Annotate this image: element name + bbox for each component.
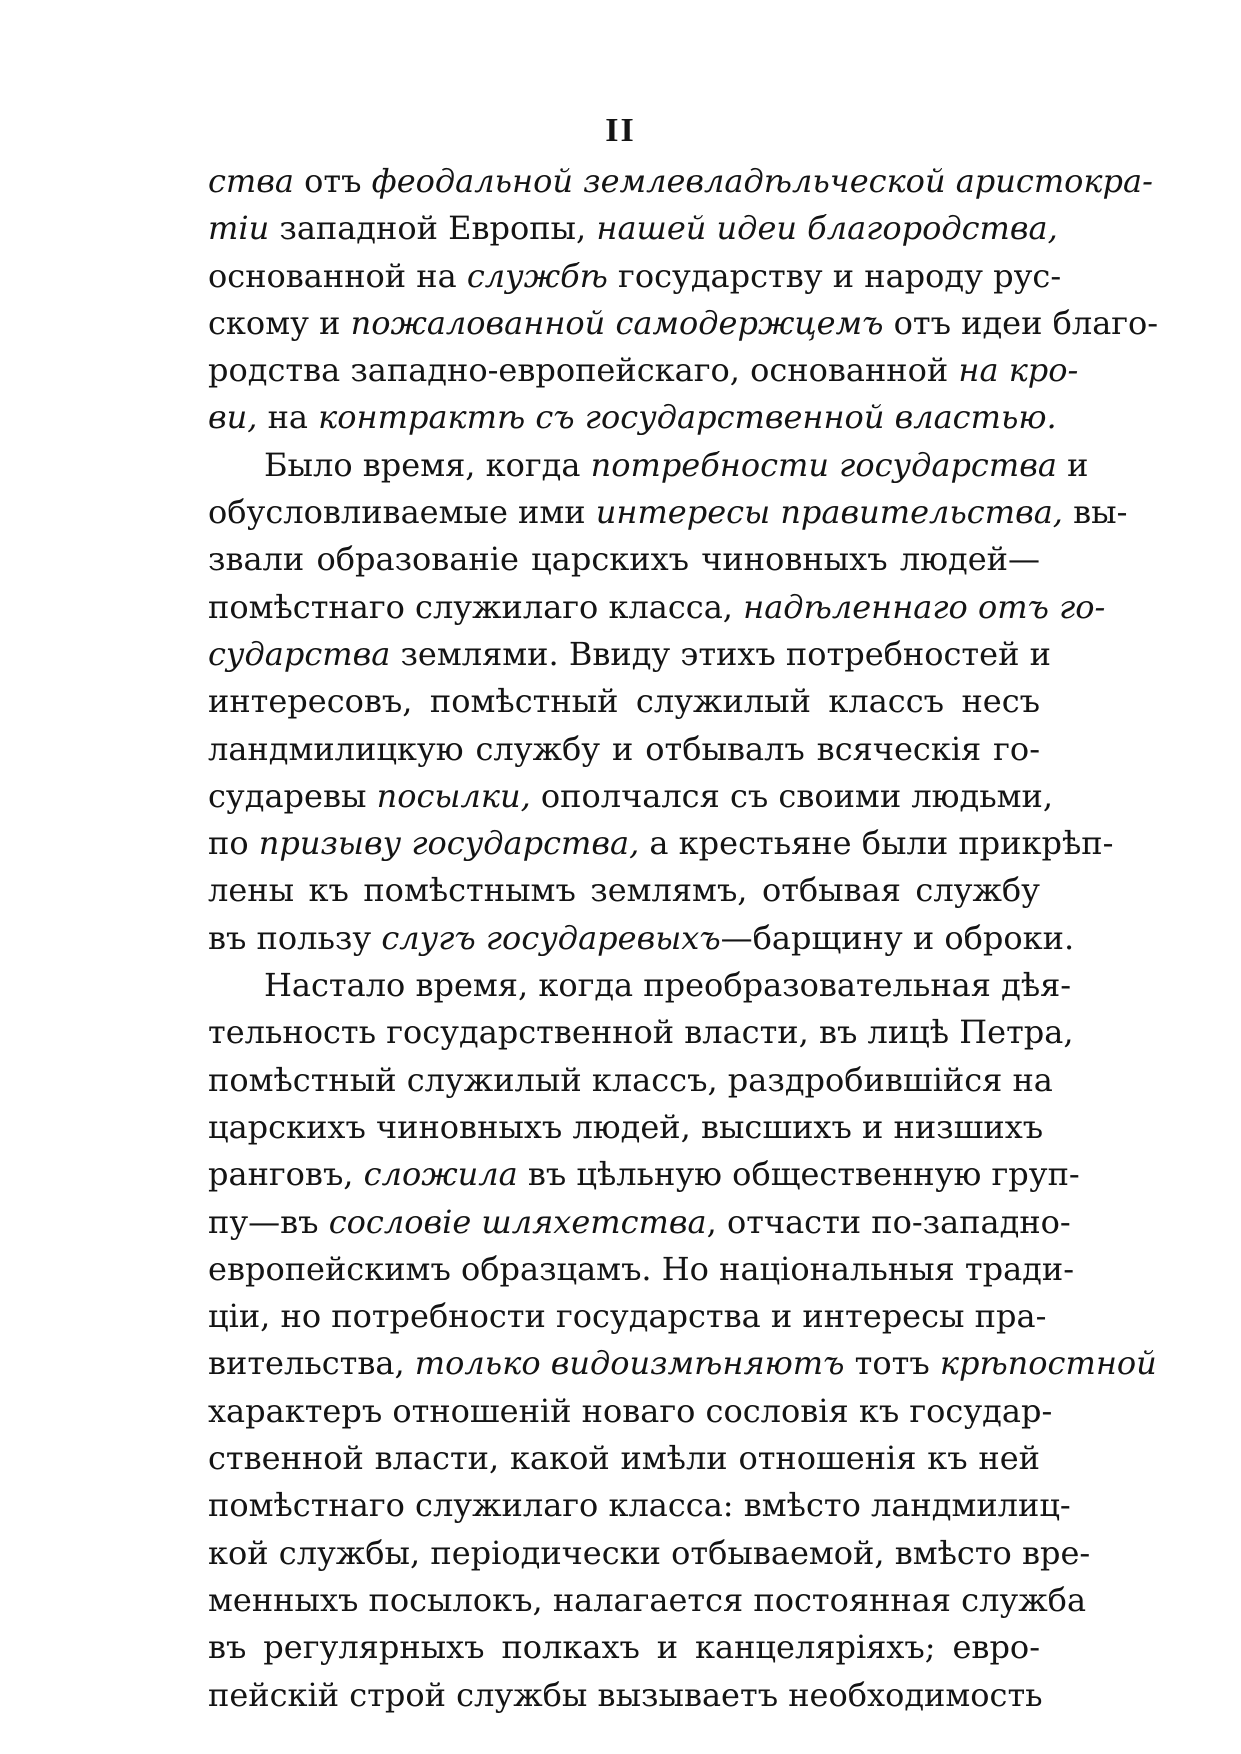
italic-text: службѣ (466, 256, 608, 295)
text-line (208, 1435, 1040, 1482)
text-line (208, 1624, 1040, 1671)
italic-text: феодальной землевладѣльческой аристокра- (371, 162, 1153, 200)
text-line (208, 773, 1054, 820)
italic-text: сударства (208, 634, 391, 673)
text-segment: помѣстный служилый классъ, раздробившійся на (208, 1060, 1053, 1099)
text-line (208, 1672, 1043, 1719)
text-line (208, 1057, 1053, 1104)
text-line (208, 1340, 1157, 1387)
text-segment: ранговъ, (208, 1155, 364, 1194)
text-line (208, 915, 1075, 962)
text-line (208, 678, 1040, 725)
text-line (208, 1104, 1044, 1151)
italic-text: пожалованной самодержцемъ (350, 303, 884, 342)
italic-text: тіи (208, 209, 270, 248)
text-segment: вительства, (208, 1344, 415, 1383)
text-segment: вы- (1062, 493, 1128, 532)
text-segment: звали образованіе царскихъ чиновныхъ людей— (208, 540, 1040, 579)
text-segment: ственной власти, какой имѣли отношенія къ ней (208, 1439, 1040, 1478)
italic-text: на кро- (958, 351, 1079, 390)
italic-text: крѣпостной (939, 1344, 1157, 1383)
text-line (208, 1482, 1071, 1529)
text-segment: лены къ помѣстнымъ землямъ, отбывая службу (208, 871, 1040, 910)
text-line (208, 1199, 1071, 1246)
text-line (208, 205, 1058, 252)
text-segment: родства западно-европейскаго, основанной (208, 351, 959, 390)
italic-text: надѣленнаго отъ го- (743, 587, 1106, 626)
text-line (208, 1388, 1053, 1435)
text-segment: тотъ (844, 1344, 940, 1383)
text-segment: Было время, когда (264, 445, 591, 484)
text-segment: скому и (208, 303, 351, 342)
text-segment: и (1056, 445, 1089, 484)
text-segment: обусловливаемые ими (208, 493, 596, 532)
text-segment: характеръ отношеній новаго сословія къ государ- (208, 1391, 1053, 1430)
text-segment: интересовъ, помѣстный служилый классъ несъ (208, 682, 1040, 721)
text-segment: ополчался съ своими людьми, (530, 776, 1054, 815)
italic-text: сословіе шляхетства (328, 1202, 707, 1241)
text-segment: западной Европы, (269, 209, 597, 248)
text-line (208, 1151, 1080, 1198)
text-segment: отъ идеи благо- (883, 303, 1159, 342)
text-line (208, 1577, 1087, 1624)
italic-text: слугъ государевыхъ (381, 918, 721, 957)
italic-text: призыву государства, (258, 824, 640, 863)
text-line (208, 584, 1106, 631)
text-segment: —барщину и оброки. (720, 918, 1075, 957)
text-line (208, 1009, 1074, 1056)
text-segment: землями. Ввиду этихъ потребностей и (390, 634, 1051, 673)
text-segment: помѣстнаго служилаго класса, (208, 587, 744, 626)
text-segment: основанной на (208, 256, 467, 295)
text-segment: ландмилицкую службу и отбывалъ всяческія го- (208, 729, 1040, 768)
text-segment: менныхъ посылокъ, налагается постоянная служба (208, 1580, 1087, 1619)
text-segment: государству и народу рус- (607, 256, 1062, 295)
text-segment: а крестьяне были прикрѣп- (639, 824, 1114, 863)
italic-text: сложила (363, 1155, 518, 1194)
italic-text: контрактѣ съ государственной властью. (318, 398, 1057, 437)
text-line (208, 962, 1072, 1009)
text-line (208, 489, 1128, 536)
text-line (208, 820, 1114, 867)
text-line (208, 536, 1040, 583)
text-segment: кой службы, періодически отбываемой, вмѣсто вре- (208, 1533, 1091, 1572)
text-line (208, 726, 1040, 773)
text-line (208, 253, 1062, 300)
text-segment: , отчасти по-западно- (706, 1202, 1071, 1241)
text-segment: на (257, 398, 319, 437)
text-line (208, 1530, 1091, 1577)
body-text (208, 158, 1159, 1719)
italic-text: интересы правительства, (595, 493, 1063, 532)
text-segment: царскихъ чиновныхъ людей, высшихъ и низшихъ (208, 1107, 1044, 1146)
italic-text: потребности государства (590, 445, 1057, 484)
page-number: II (605, 112, 636, 149)
text-segment: тельность государственной власти, въ лицѣ Петра, (208, 1013, 1074, 1052)
text-line (208, 158, 1153, 205)
text-segment: по (208, 824, 259, 863)
text-line (208, 442, 1089, 489)
text-segment: европейскимъ образцамъ. Но національныя тради- (208, 1249, 1075, 1288)
text-line (208, 1246, 1075, 1293)
text-segment: Настало время, когда преобразовательная дѣя- (264, 966, 1072, 1005)
text-line (208, 867, 1040, 914)
text-segment: въ регулярныхъ полкахъ и канцеляріяхъ; евро- (208, 1628, 1040, 1667)
italic-text: нашей идеи благородства, (596, 209, 1058, 248)
text-segment: сударевы (208, 776, 377, 815)
italic-text: посылки, (376, 776, 531, 815)
text-line (208, 1293, 1047, 1340)
italic-text: только видоизмѣняютъ (414, 1344, 845, 1383)
text-line (208, 631, 1051, 678)
text-segment: въ цѣльную общественную груп- (517, 1155, 1080, 1194)
italic-text: ства (208, 162, 294, 200)
text-line (208, 394, 1057, 441)
text-segment: пу—въ (208, 1202, 329, 1241)
text-segment: ціи, но потребности государства и интересы пра- (208, 1297, 1047, 1336)
text-segment: въ пользу (208, 918, 382, 957)
text-segment: пейскій строй службы вызываетъ необходимость (208, 1675, 1043, 1714)
text-line (208, 347, 1079, 394)
text-line (208, 300, 1159, 347)
text-segment: отъ (293, 162, 372, 200)
italic-text: ви, (208, 398, 258, 437)
text-segment: помѣстнаго служилаго класса: вмѣсто ландмилиц- (208, 1486, 1071, 1525)
